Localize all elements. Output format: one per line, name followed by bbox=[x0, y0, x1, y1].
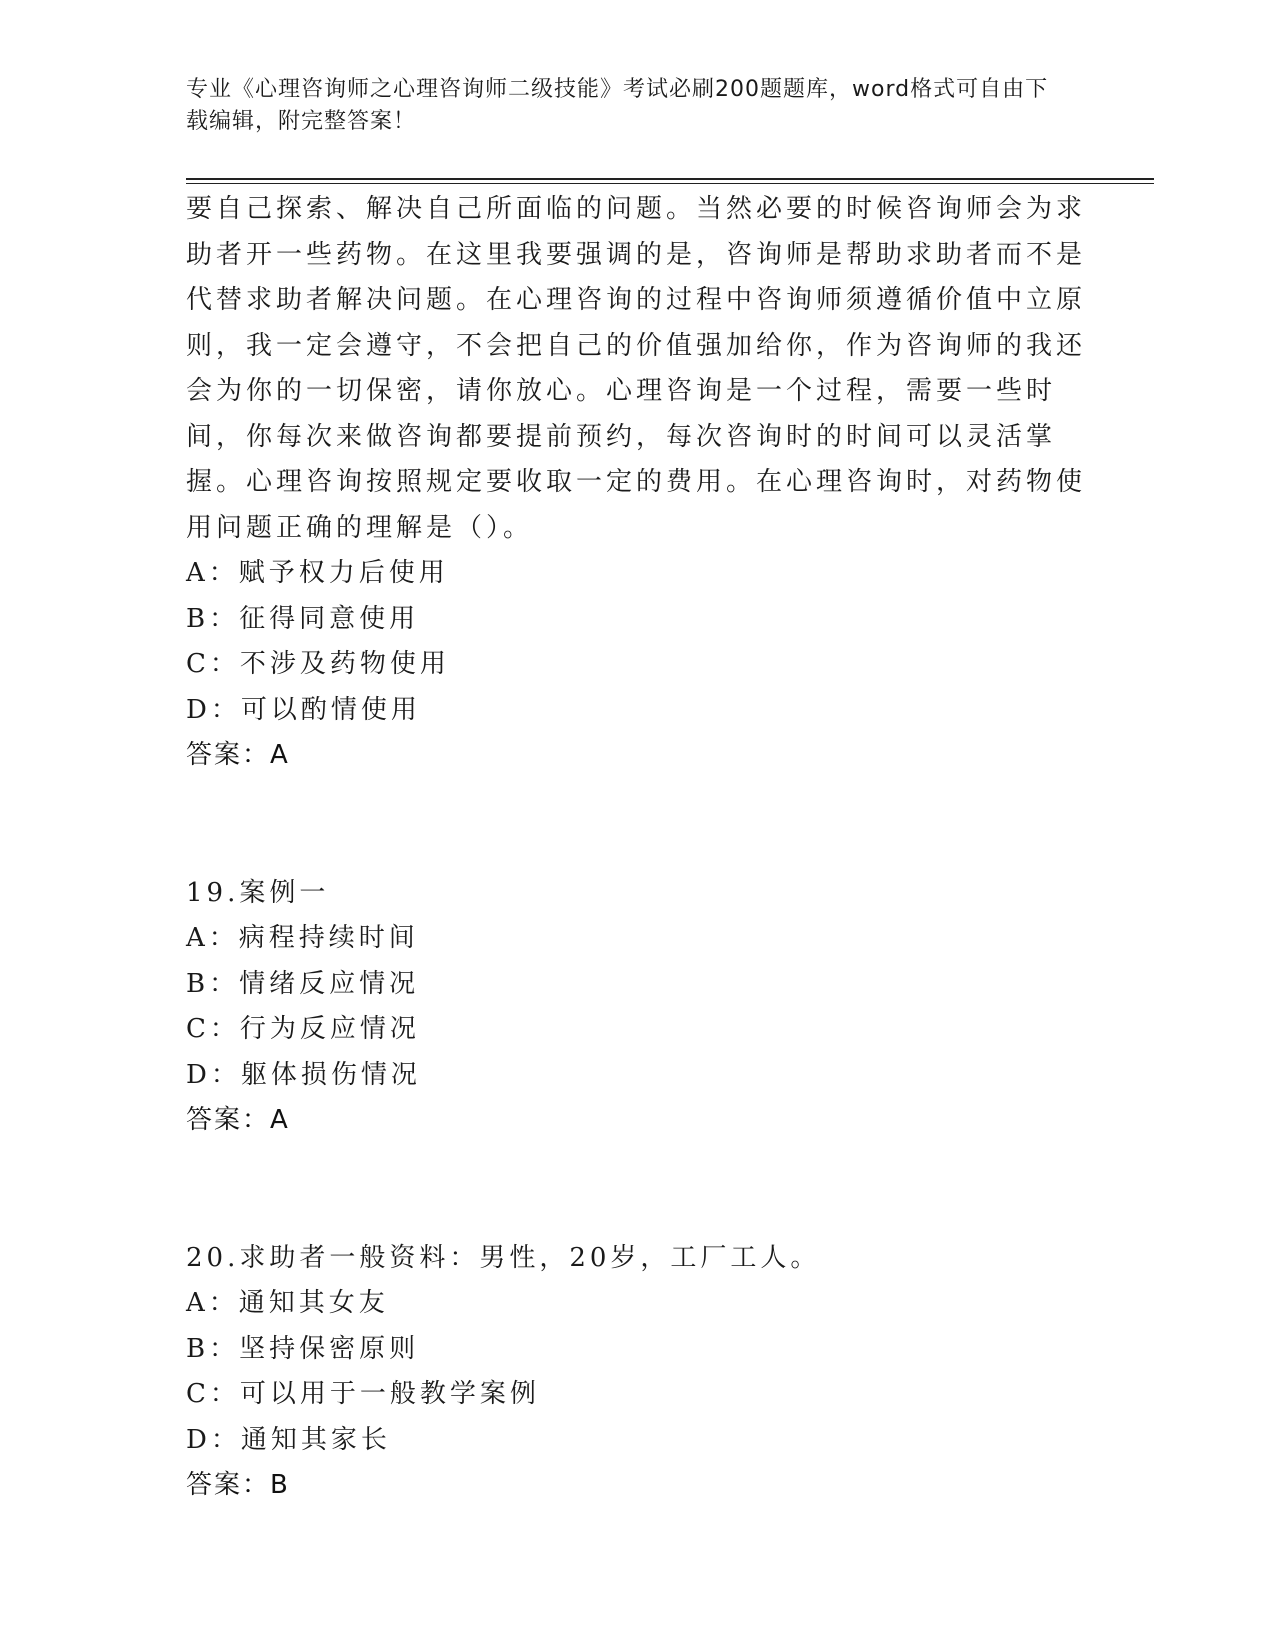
question-20-option-d: D：通知其家长 bbox=[186, 1424, 391, 1455]
question-19-answer: 答案：A bbox=[186, 1105, 290, 1135]
question-18-body: 要自己探索、解决自己所面临的问题。当然必要的时候咨询师会为求助者开一些药物。在这里我要强调的是，咨询师是帮助求助者而不是代替求助者解决问题。在心理咨询的过程中咨询师须遵循价值中立原则，我一定会遵守，不会把自己的价值强加给你，作为咨询师的我还会为你的一切保密，请你放心。心理咨询是一个过程，需要一些时间，你每次来做咨询都要提前预约，每次咨询时的时间可以灵活掌握。心理咨询按照规定要收取一定的费用。在心理咨询时，对药物使用问题正确的理解是（）。 bbox=[186, 194, 1087, 543]
question-gap bbox=[186, 779, 1086, 871]
question-18-option-c: C：不涉及药物使用 bbox=[186, 649, 450, 679]
header-rule-thin bbox=[186, 183, 1154, 184]
question-19-option-c: C：行为反应情况 bbox=[186, 1014, 420, 1044]
question-18-answer: 答案：A bbox=[186, 740, 290, 770]
question-20-option-a: A：通知其女友 bbox=[186, 1288, 389, 1318]
question-20-option-c: C：可以用于一般教学案例 bbox=[186, 1379, 540, 1409]
question-gap bbox=[186, 1144, 1086, 1236]
question-18-option-d: D：可以酌情使用 bbox=[186, 694, 421, 725]
header-rule-thick bbox=[186, 178, 1154, 180]
question-19-option-a: A：病程持续时间 bbox=[186, 923, 419, 953]
question-19-option-d: D：躯体损伤情况 bbox=[186, 1059, 421, 1090]
question-20-option-b: B：坚持保密原则 bbox=[186, 1333, 420, 1364]
document-header: 专业《心理咨询师之心理咨询师二级技能》考试必刷200题题库，word格式可自由下载编辑，附完整答案！ bbox=[186, 77, 1049, 134]
question-20-answer: 答案：B bbox=[186, 1470, 290, 1500]
question-19-option-b: B：情绪反应情况 bbox=[186, 968, 420, 999]
question-18-option-a: A：赋予权力后使用 bbox=[186, 558, 449, 588]
document-content bbox=[186, 187, 1086, 1509]
question-18-option-b: B：征得同意使用 bbox=[186, 603, 420, 634]
question-19-title: 19.案例一 bbox=[186, 877, 330, 908]
question-20-title: 20.求助者一般资料：男性，20岁，工厂工人。 bbox=[186, 1242, 821, 1273]
